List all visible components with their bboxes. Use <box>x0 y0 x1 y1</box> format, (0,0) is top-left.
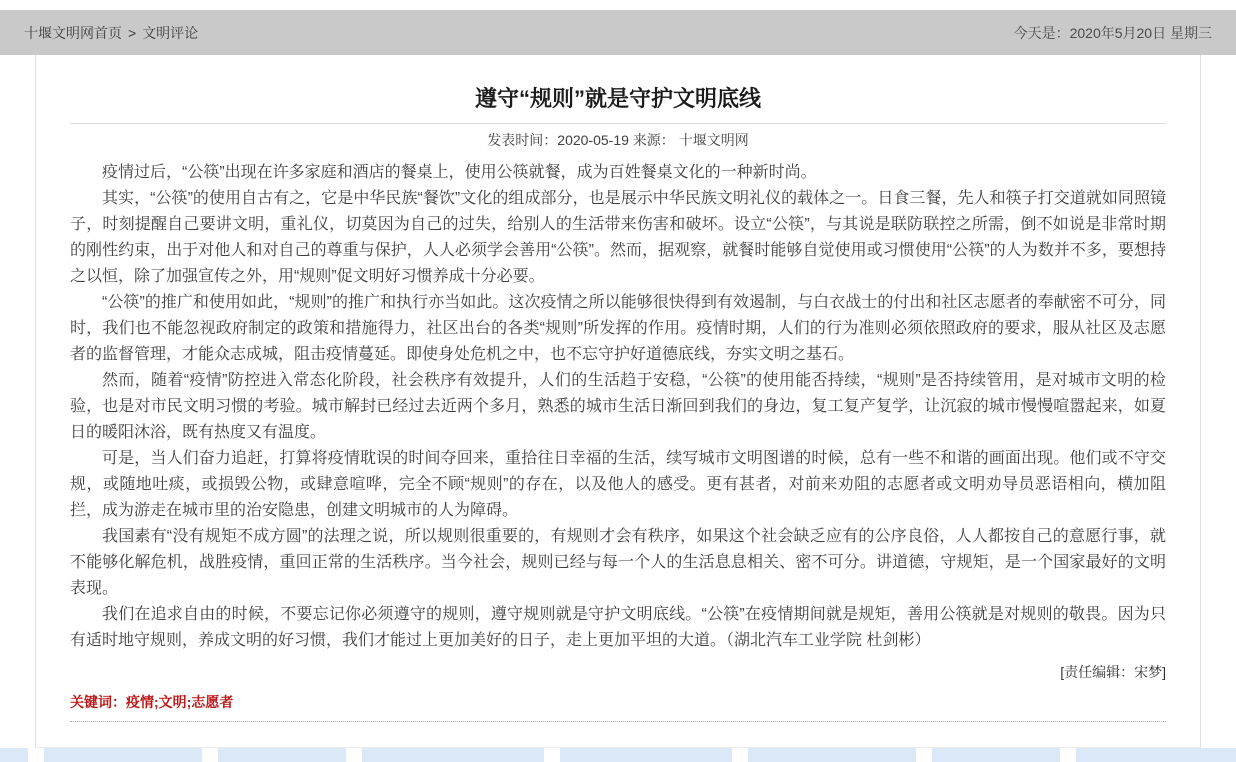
footer-nav-strip <box>0 748 1236 762</box>
keywords-links[interactable]: 疫情;文明;志愿者 <box>126 694 234 710</box>
footer-nav-tile[interactable] <box>932 748 1060 762</box>
article-body <box>70 160 1166 654</box>
footer-nav-tile[interactable] <box>44 748 202 762</box>
footer-nav-tile[interactable] <box>748 748 916 762</box>
footer-nav-tile[interactable] <box>0 748 28 762</box>
article-container <box>35 55 1201 748</box>
footer-nav-tile[interactable] <box>362 748 544 762</box>
page-title: 遵守“规则”就是守护文明底线 <box>474 86 761 111</box>
keywords-label: 关键词： <box>70 694 126 710</box>
editor-credit: [责任编辑：宋梦] <box>1060 664 1166 680</box>
article-paragraph: 可是，当人们奋力追赶，打算将疫情耽误的时间夺回来，重拾往日幸福的生活，续写城市文明图谱的时候，总有一些不和谐的画面出现。他们或不守交规，或随地吐痰，或损毁公物，或肆意喧哗，完全不顾“规则”的存在，以及他人的感受。更有甚者，对前来劝阻的志愿者或文明劝导员恶语相向，横加阻拦，成为游走在城市里的治安隐患，创建文明城市的人为障碍。 <box>70 450 1166 519</box>
article-paragraph: “公筷”的推广和使用如此，“规则”的推广和执行亦当如此。这次疫情之所以能够很快得到有效遏制，与白衣战士的付出和社区志愿者的奉献密不可分，同时，我们也不能忽视政府制定的政策和措施得力，社区出台的各类“规则”所发挥的作用。疫情时期，人们的行为准则必须依照政府的要求，服从社区及志愿者的监督管理，才能众志成城，阻击疫情蔓延。即使身处危机之中，也不忘守护好道德底线，夯实文明之基石。 <box>70 294 1166 363</box>
article-paragraph: 我们在追求自由的时候，不要忘记你必须遵守的规则，遵守规则就是守护文明底线。“公筷”在疫情期间就是规矩，善用公筷就是对规则的敬畏。因为只有适时地守规则，养成文明的好习惯，我们才能过上更加美好的日子，走上更加平坦的大道。（湖北汽车工业学院 杜剑彬） <box>70 606 1166 649</box>
footer-nav-tile[interactable] <box>218 748 346 762</box>
top-bar <box>0 10 1236 55</box>
article-paragraph: 其实，“公筷”的使用自古有之，它是中华民族“餐饮”文化的组成部分，也是展示中华民族文明礼仪的载体之一。日食三餐，先人和筷子打交道就如同照镜子，时刻提醒自己要讲文明，重礼仪，切莫因为自己的过失，给别人的生活带来伤害和破坏。设立“公筷”，与其说是联防联控之所需，倒不如说是非常时期的刚性约束，出于对他人和对自己的尊重与保护，人人必须学会善用“公筷”。然而，据观察，就餐时能够自觉使用或习惯使用“公筷”的人为数并不多，要想持之以恒，除了加强宣传之外，用“规则”促文明好习惯养成十分必要。 <box>70 190 1166 285</box>
article-paragraph: 疫情过后，“公筷”出现在许多家庭和酒店的餐桌上，使用公筷就餐，成为百姓餐桌文化的一种新时尚。 <box>102 164 817 181</box>
article-paragraph: 我国素有“没有规矩不成方圆”的法理之说，所以规则很重要的，有规则才会有秩序，如果这个社会缺乏应有的公序良俗，人人都按自己的意愿行事，就不能够化解危机，战胜疫情，重回正常的生活秩序。当今社会，规则已经与每一个人的生活息息相关、密不可分。讲道德，守规矩，是一个国家最好的文明表现。 <box>70 528 1166 597</box>
article-meta: 发表时间：2020-05-19 来源： 十堰文明网 <box>487 132 749 148</box>
breadcrumb-separator: > <box>128 24 137 41</box>
footer-nav-tile[interactable] <box>1076 748 1236 762</box>
article-paragraph: 然而，随着“疫情”防控进入常态化阶段，社会秩序有效提升，人们的生活趋于安稳，“公筷”的使用能否持续，“规则”是否持续管用，是对城市文明的检验，也是对市民文明习惯的考验。城市解封已经过去近两个多月，熟悉的城市生活日渐回到我们的身边，复工复产复学，让沉寂的城市慢慢喧嚣起来，如夏日的暖阳沐浴，既有热度又有温度。 <box>70 372 1166 441</box>
breadcrumb-home-link[interactable]: 十堰文明网首页 <box>24 24 122 41</box>
current-date-label: 今天是：2020年5月20日 星期三 <box>1013 24 1212 41</box>
keywords-divider <box>70 721 1166 722</box>
footer-nav-tile[interactable] <box>560 748 732 762</box>
breadcrumb-current-link[interactable]: 文明评论 <box>142 24 199 41</box>
keywords-row <box>70 692 1166 712</box>
breadcrumb <box>24 23 198 43</box>
